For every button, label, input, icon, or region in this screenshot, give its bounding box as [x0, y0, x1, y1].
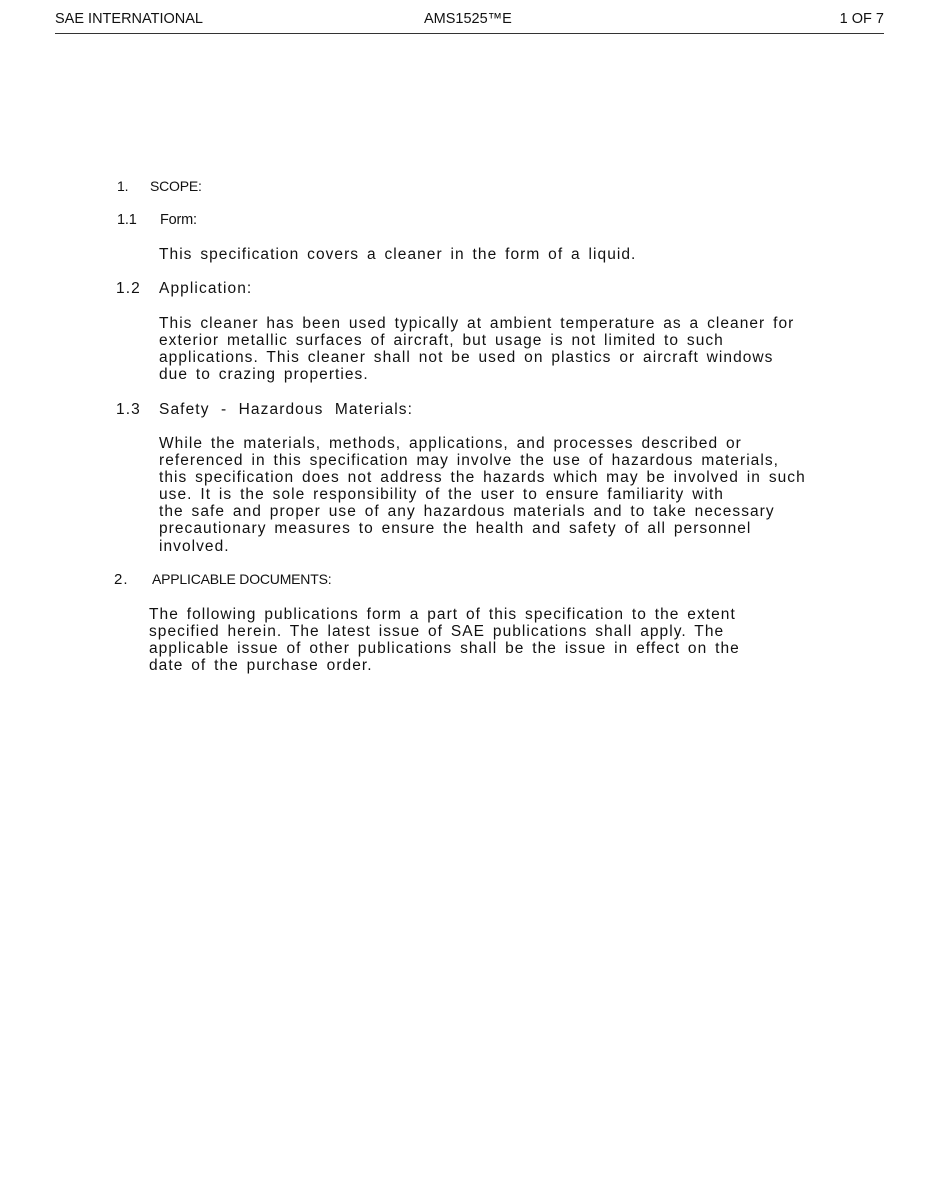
header-doc-id: AMS1525™E [424, 11, 512, 27]
section-1-1-body [159, 246, 636, 263]
body-line: this specification does not address the hazards which may be involved in such [159, 469, 806, 487]
header-org: SAE INTERNATIONAL [55, 11, 203, 27]
section-1-3-heading [116, 401, 413, 419]
body-line: exterior metallic surfaces of aircraft, but usage is not limited to such [159, 332, 724, 350]
section-1-1-heading [117, 212, 197, 228]
section-title: Application: [159, 280, 253, 297]
section-number: 2. [114, 571, 129, 588]
section-title: APPLICABLE DOCUMENTS: [152, 571, 332, 587]
section-1-2-body [159, 315, 794, 383]
body-line: applications. This cleaner shall not be used on plastics or aircraft windows [159, 349, 774, 367]
body-line: the safe and proper use of any hazardous materials and to take necessary [159, 503, 775, 521]
section-number: 1.3 [116, 401, 141, 418]
body-line: involved. [159, 537, 230, 555]
section-1-2-heading [116, 280, 252, 298]
body-line: specified herein. The latest issue of SAE publications shall apply. The [149, 623, 725, 641]
section-1-3-body [159, 435, 806, 555]
body-line: due to crazing properties. [159, 366, 369, 384]
body-line: The following publications form a part of this specification to the extent [149, 606, 736, 623]
section-number: 1. [117, 178, 129, 194]
body-line: date of the purchase order. [149, 657, 373, 675]
body-line: While the materials, methods, applications, and processes described or [159, 435, 742, 452]
body-line: applicable issue of other publications shall be the issue in effect on the [149, 640, 740, 658]
section-number: 1.2 [116, 280, 141, 297]
section-number: 1.1 [117, 212, 137, 228]
section-title: SCOPE: [150, 178, 202, 194]
section-2-body [149, 606, 740, 674]
section-title: Safety - Hazardous Materials: [159, 401, 414, 418]
body-line: referenced in this specification may involve the use of hazardous materials, [159, 452, 780, 470]
section-2-heading [114, 571, 331, 588]
body-line: precautionary measures to ensure the health and safety of all personnel [159, 520, 752, 538]
body-line: This specification covers a cleaner in the form of a liquid. [159, 246, 637, 263]
section-1-heading [117, 178, 202, 194]
page-header [55, 11, 884, 34]
section-title: Form: [160, 212, 197, 228]
body-line: use. It is the sole responsibility of the user to ensure familiarity with [159, 486, 724, 504]
header-page-number: 1 OF 7 [839, 11, 884, 27]
body-line: This cleaner has been used typically at ambient temperature as a cleaner for [159, 315, 795, 332]
